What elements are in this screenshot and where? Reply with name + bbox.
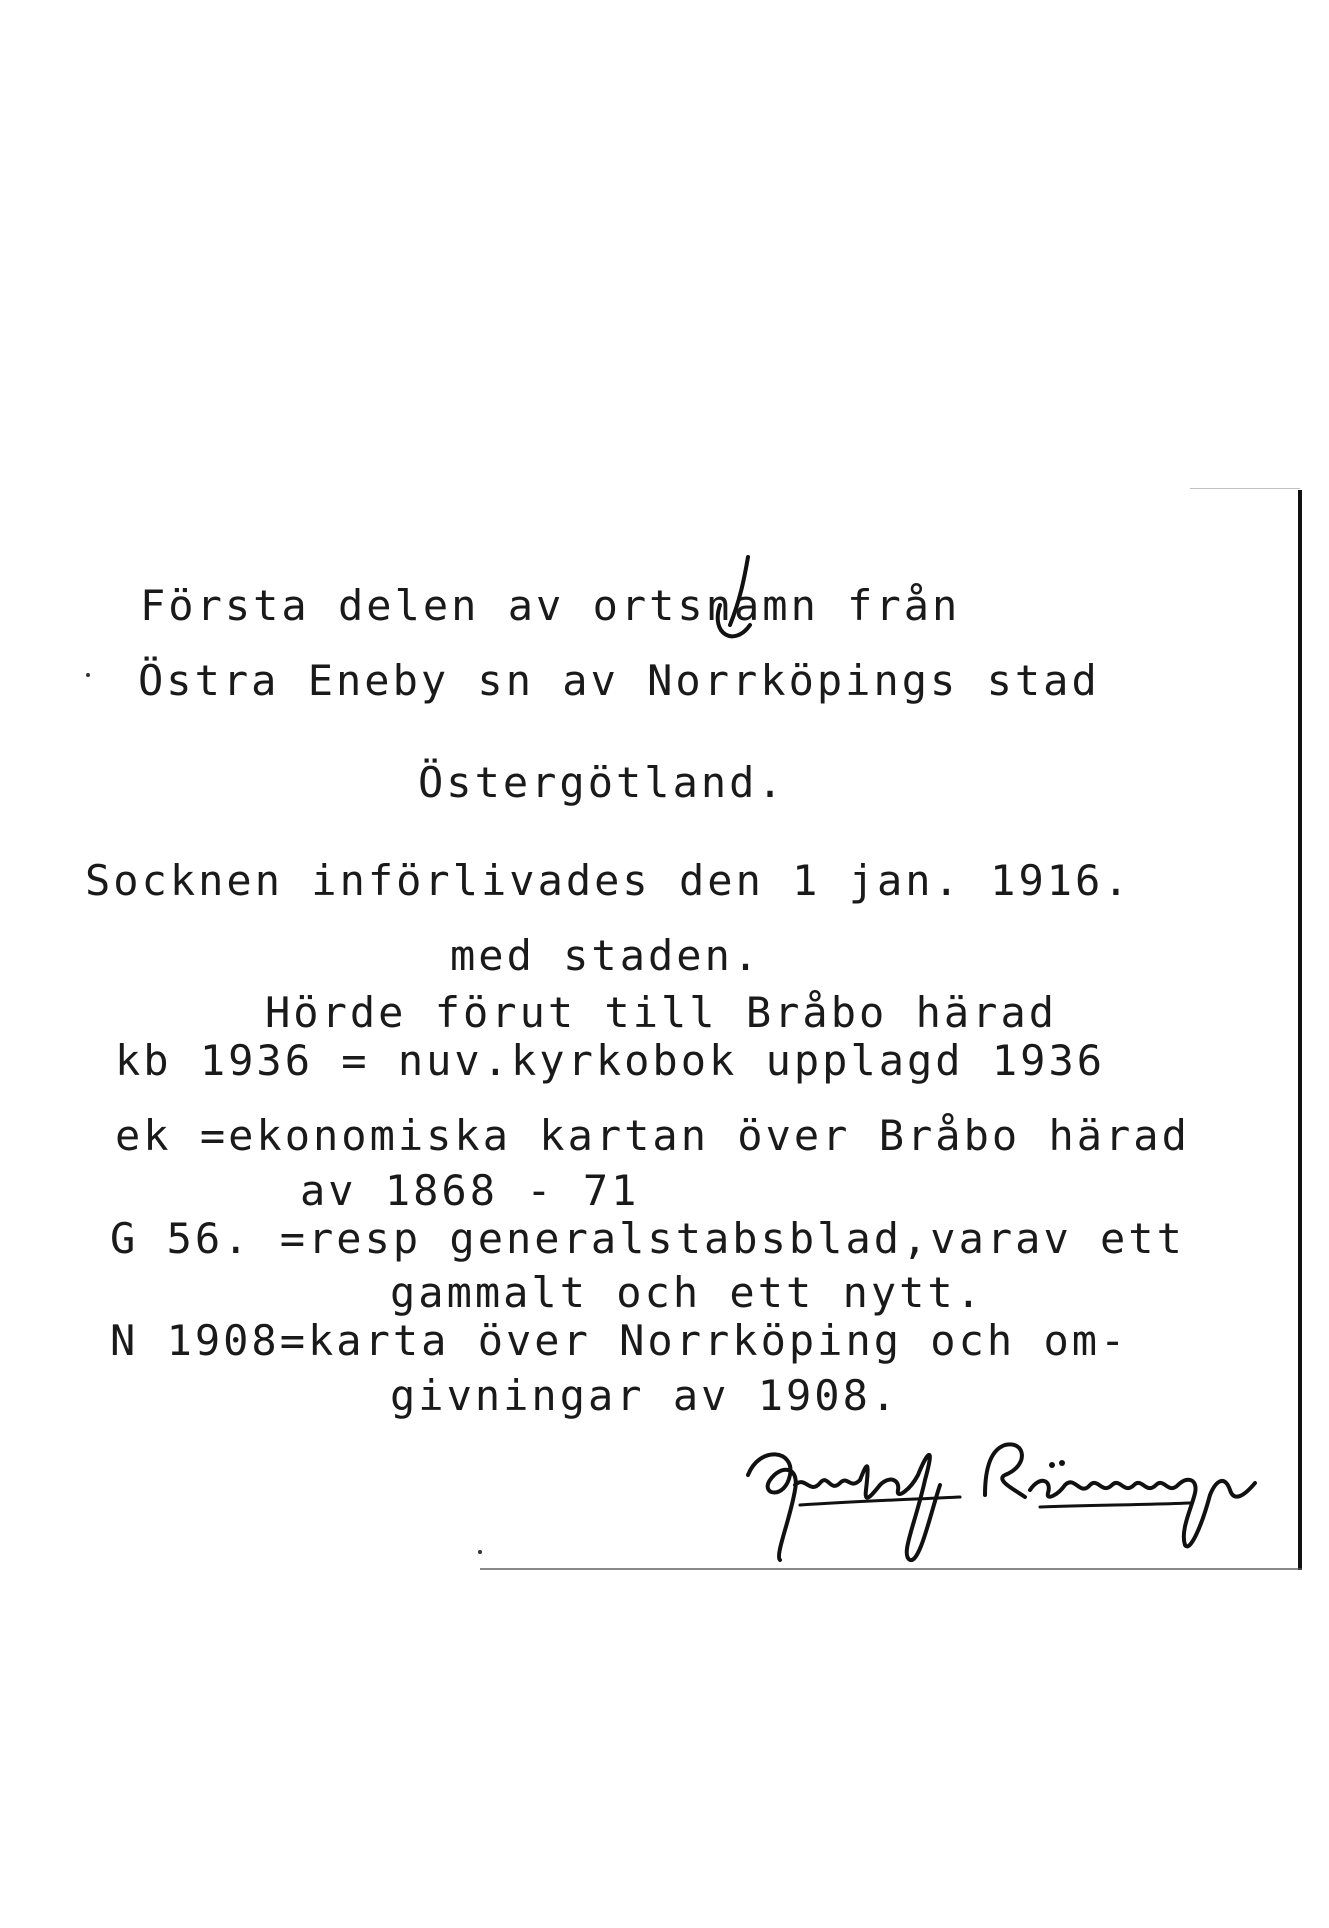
text-line-7: kb 1936 = nuv.kyrkobok upplagd 1936: [115, 1036, 1106, 1085]
text-line-1: Första delen av ortsnamn från: [140, 581, 961, 630]
text-line-4: Socknen införlivades den 1 jan. 1916.: [85, 856, 1132, 905]
text-line-9: av 1868 - 71: [300, 1166, 640, 1215]
text-line-3: Östergötland.: [418, 758, 786, 807]
text-line-13: givningar av 1908.: [390, 1371, 900, 1420]
text-line-12: N 1908=karta över Norrköping och om-: [110, 1316, 1129, 1365]
card-right-edge: [1298, 490, 1302, 1570]
text-line-11: gammalt och ett nytt.: [390, 1268, 985, 1317]
text-line-6: Hörde förut till Bråbo härad: [265, 988, 1058, 1037]
speck: [86, 673, 90, 677]
handwritten-signature: [740, 1435, 1260, 1570]
text-line-10: G 56. =resp generalstabsblad,varav ett: [110, 1214, 1185, 1263]
text-line-8: ek =ekonomiska kartan över Bråbo härad: [115, 1111, 1190, 1160]
text-line-2: Östra Eneby sn av Norrköpings stad: [138, 656, 1100, 705]
handwritten-mark-icon: [700, 555, 770, 655]
speck: [478, 1550, 482, 1554]
text-line-5: med staden.: [450, 931, 762, 980]
card-top-edge: [1190, 488, 1300, 489]
